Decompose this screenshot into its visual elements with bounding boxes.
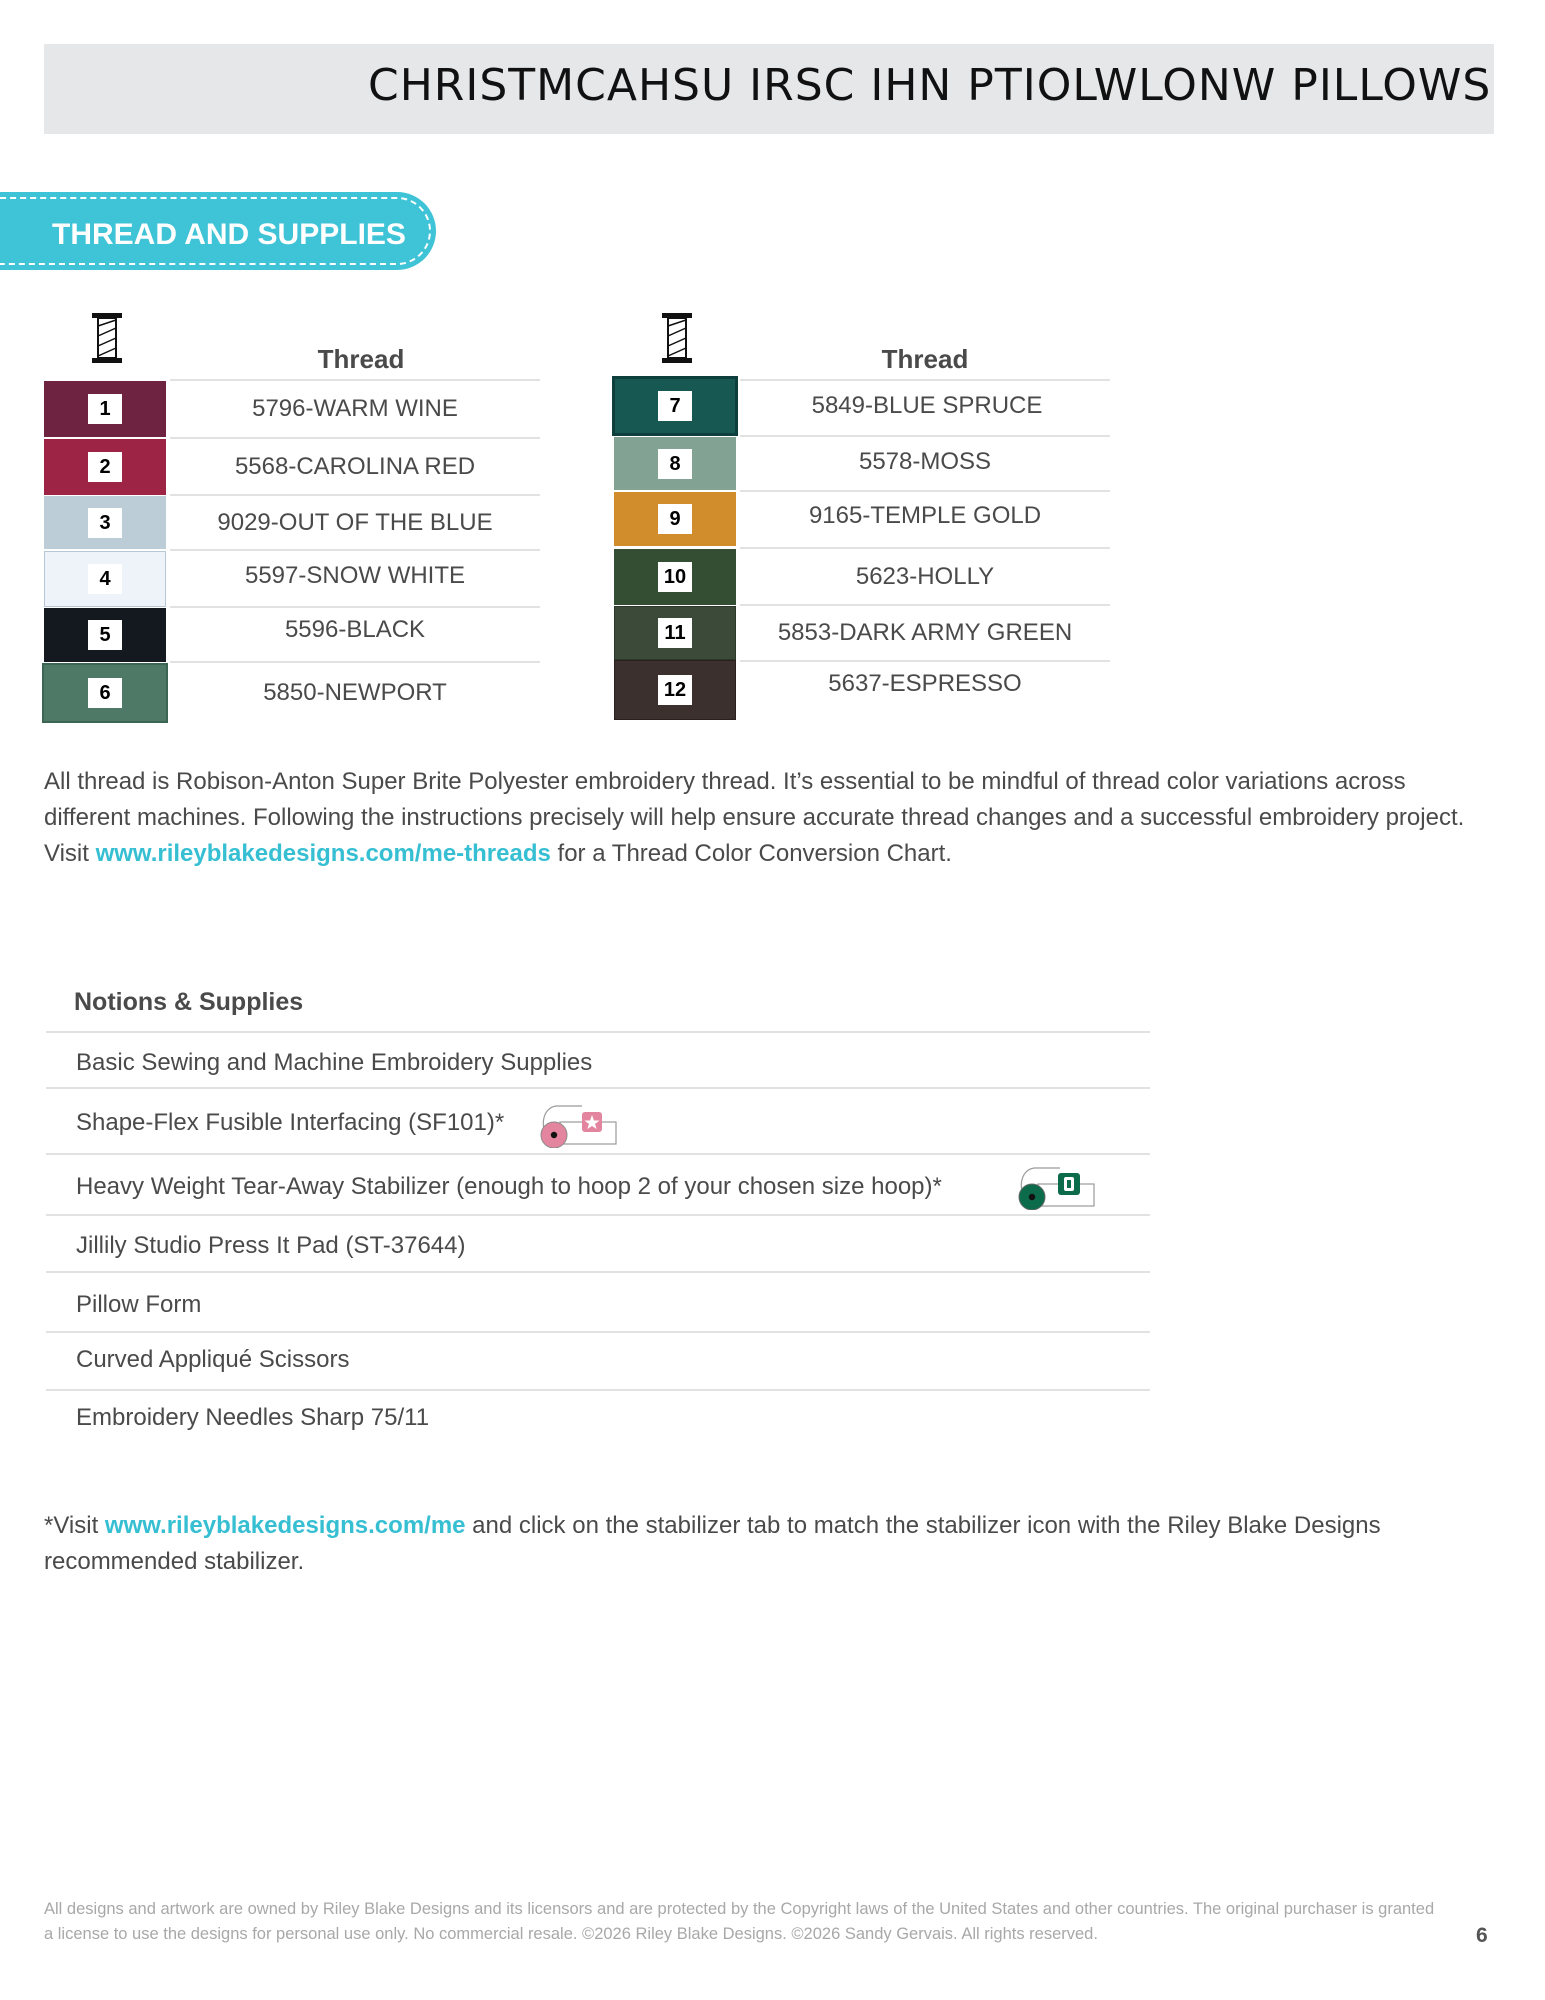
thread-row [614,606,1112,660]
thread-name: 5623-HOLLY [855,563,995,590]
thread-name: 5578-MOSS [858,448,992,475]
thread-column-heading: Thread [881,344,969,374]
row-divider [46,1271,1150,1273]
thread-row [44,551,544,607]
page-title: CHRISTMCAHSU IRSC IHN PTIOLWLONW PILLOWS [368,60,1492,111]
page-number: 6 [1476,1924,1488,1947]
row-divider [46,1331,1150,1333]
thread-number: 9 [658,504,692,534]
thread-row [44,381,544,437]
thread-name: 5568-CAROLINA RED [234,453,476,480]
thread-name: 5853-DARK ARMY GREEN [777,619,1073,646]
thread-row [44,608,544,662]
thread-row [44,439,544,495]
thread-number: 11 [658,618,692,648]
thread-note-text: All thread is Robison-Anton Super Brite Polyester embroidery thread. It’s essential to be mindful of thread color variations across different machines. Following the instructions precisely will help ensure accurate thread changes and a successful embroidery project. Visit [44,768,1465,867]
thread-row [42,663,544,723]
thread-row [614,437,1112,490]
thread-name: 9029-OUT OF THE BLUE [217,509,493,536]
tear-away-stabilizer-icon [1016,1160,1096,1210]
thread-note [44,764,1494,872]
thread-number: 4 [88,564,122,594]
thread-name: 5796-WARM WINE [252,395,458,422]
thread-number: 5 [88,620,122,650]
notion-item: Shape-Flex Fusible Interfacing (SF101)* [76,1109,505,1136]
thread-name: 9165-TEMPLE GOLD [808,502,1042,529]
thread-number: 12 [658,675,692,705]
thread-row [612,376,1112,436]
notion-item: Jillily Studio Press It Pad (ST-37644) [76,1232,466,1259]
thread-name: 5597-SNOW WHITE [244,562,466,589]
thread-number: 2 [88,452,122,482]
thread-number: 6 [88,678,122,708]
thread-row [614,660,1112,720]
stabilizer-link[interactable]: www.rileyblakedesigns.com/me [104,1512,466,1539]
section-title: THREAD AND SUPPLIES [52,218,406,251]
stabilizer-note-text: *Visit [44,1512,105,1539]
thread-name: 5849-BLUE SPRUCE [811,392,1043,419]
notions-heading: Notions & Supplies [74,988,304,1016]
thread-number: 1 [88,394,122,424]
notion-item: Basic Sewing and Machine Embroidery Supplies [76,1049,593,1076]
thread-number: 7 [658,391,692,421]
notion-item: Pillow Form [76,1291,202,1318]
notion-item: Curved Appliqué Scissors [76,1346,350,1373]
thread-name: 5637-ESPRESSO [828,670,1022,697]
thread-spool-icon [660,312,694,364]
thread-column-heading: Thread [317,344,405,374]
thread-number: 10 [658,562,692,592]
copyright-footer: All designs and artwork are owned by Riley Blake Designs and its licensors and are protected by the Copyright laws of the United States and other countries. The original purchaser is granted a license to use the designs for personal use only. No commercial resale. ©2026 Riley Blake Designs. ©2026 Sandy Gervais. All rights reserved. [44,1900,1435,1943]
thread-conversion-link[interactable]: www.rileyblakedesigns.com/me-threads [95,840,551,867]
notion-item: Embroidery Needles Sharp 75/11 [76,1404,430,1431]
row-divider [46,1214,1150,1216]
thread-row [44,496,544,549]
thread-number: 8 [658,449,692,479]
row-divider [46,1087,1150,1089]
notion-item: Heavy Weight Tear-Away Stabilizer (enough to hoop 2 of your chosen size hoop)* [76,1173,942,1200]
row-divider [46,1031,1150,1033]
row-divider [46,1389,1150,1391]
stabilizer-note [44,1508,1494,1580]
thread-row [614,549,1112,605]
thread-number: 3 [88,508,122,538]
stabilizer-note-text-end: and click on the stabilizer tab to match the stabilizer icon with the Riley Blake Designs recommended stabilizer. [44,1512,1381,1575]
fusible-interfacing-icon [538,1098,618,1148]
thread-row [614,492,1112,546]
thread-spool-icon [90,312,124,364]
thread-name: 5596-BLACK [284,616,426,643]
row-divider [46,1153,1150,1155]
thread-name: 5850-NEWPORT [263,679,447,706]
thread-note-text-end: for a Thread Color Conversion Chart. [550,840,952,867]
